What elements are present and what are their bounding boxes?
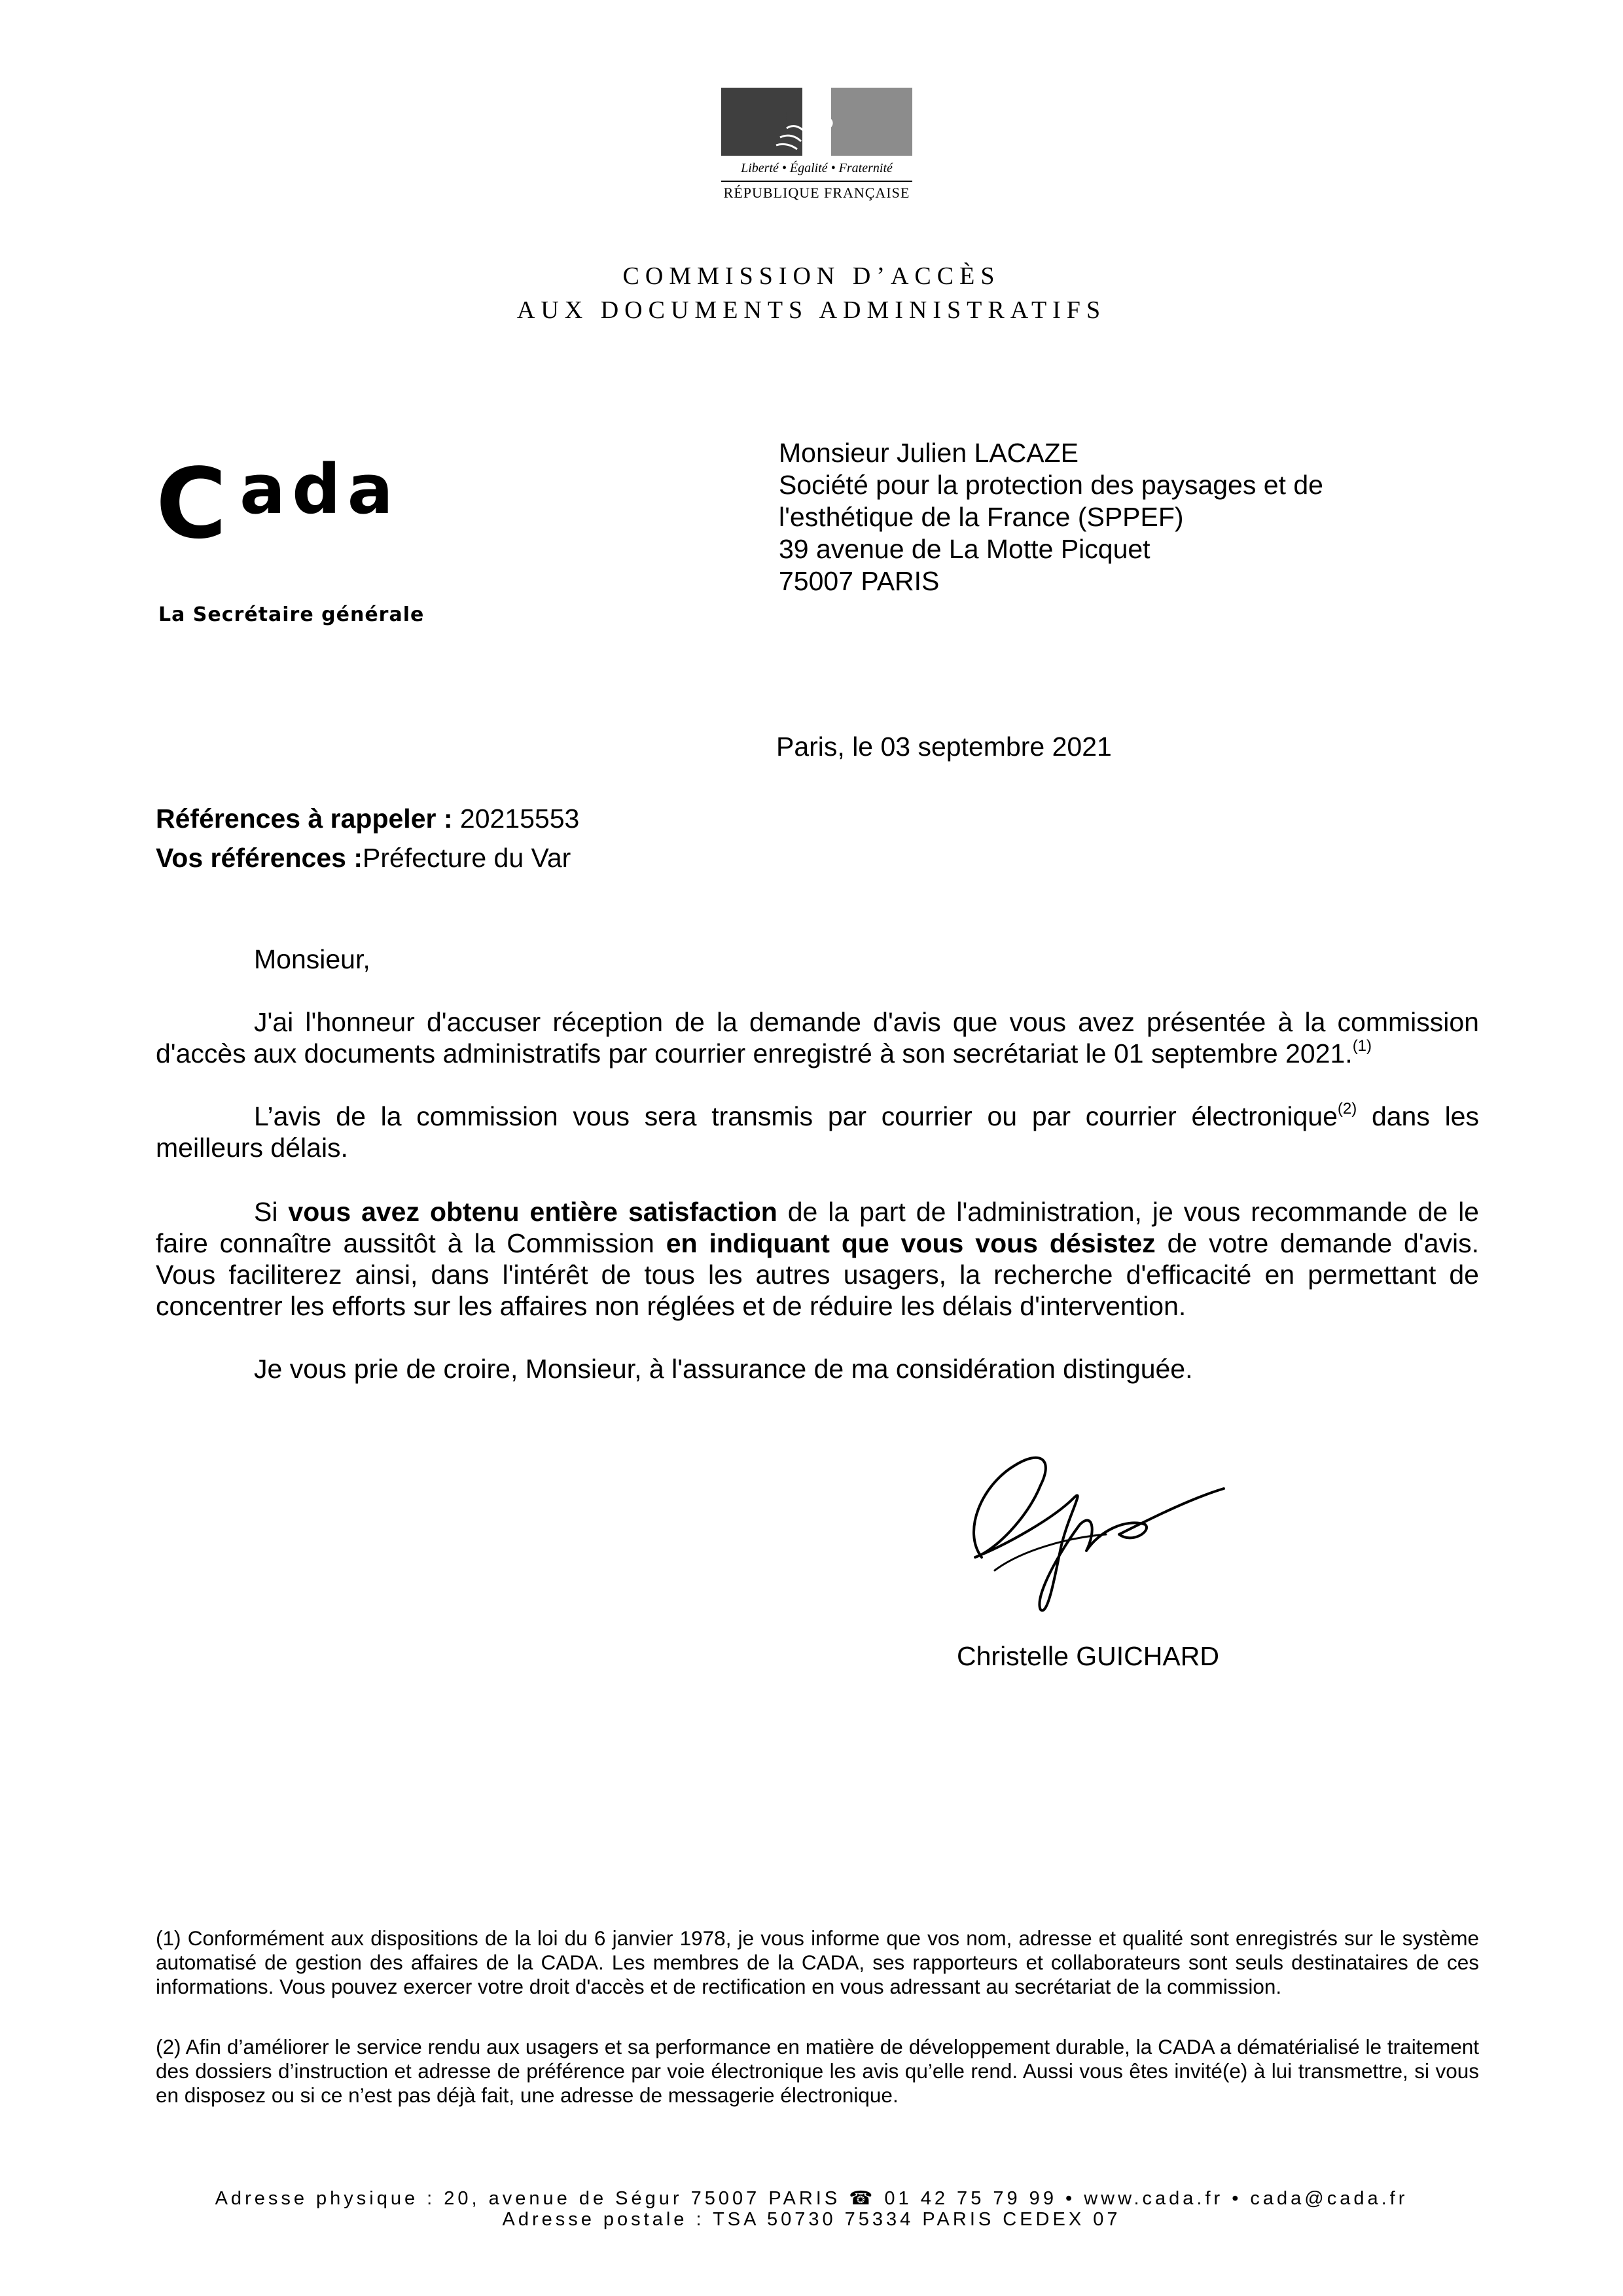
- letter-date: Paris, le 03 septembre 2021: [776, 732, 1112, 762]
- paragraph-3: [156, 1196, 1479, 1322]
- cada-logo: [156, 445, 431, 560]
- sender-title: La Secrétaire générale: [158, 603, 425, 626]
- footnote-ref-2: (2): [1337, 1100, 1357, 1118]
- signatory-name: Christelle GUICHARD: [957, 1641, 1219, 1671]
- recipient-line: Monsieur Julien LACAZE: [779, 438, 1079, 468]
- marianne-icon: [767, 88, 865, 156]
- paragraph-3-text-c: de votre demande d'avis. Vous faciliterez ainsi, dans l'intérêt de tous les autres usagers, la recherche d'efficacité en permettant de concentrer les efforts sur les affaires non réglées et de réduire les délais d'intervention.: [156, 1228, 1479, 1321]
- paragraph-2: [156, 1101, 1479, 1163]
- recipient-line: 75007 PARIS: [779, 566, 940, 596]
- paragraph-3-text-b: de la part de l'administration, je vous recommande de le faire connaître aussitôt à la Commission: [156, 1197, 1479, 1258]
- cada-logo-rest: ada: [240, 450, 400, 529]
- closing-paragraph: Je vous prie de croire, Monsieur, à l'assurance de ma considération distinguée.: [254, 1354, 1193, 1384]
- footer-address-physical: Adresse physique : 20, avenue de Ségur 75007 PARIS ☎ 01 42 75 79 99 • www.cada.fr • cada@cada.fr: [215, 2188, 1408, 2209]
- commission-title-line2: AUX DOCUMENTS ADMINISTRATIFS: [516, 296, 1107, 324]
- recipient-line: Société pour la protection des paysages et de: [779, 470, 1323, 500]
- paragraph-2-text-b: dans les meilleurs délais.: [156, 1101, 1479, 1163]
- paragraph-1-text: J'ai l'honneur d'accuser réception de la demande d'avis que vous avez présentée à la commission d'accès aux documents administratifs par courrier enregistré à son secrétariat le 01 septembre 2021.: [156, 1007, 1479, 1069]
- footnote-1: (1) Conformément aux dispositions de la loi du 6 janvier 1978, je vous informe que vos nom, adresse et qualité sont enregistrés sur le système automatisé de gestion des affaires de la CADA. Les membres de la CADA, ses rapporteurs et collaborateurs sont seuls destinataires de ces informations. Vous pouvez exercer votre droit d'accès et de rectification en vous adressant au secrétariat de la commission.: [156, 1926, 1479, 1998]
- republique-francaise-logo: [721, 88, 912, 208]
- logo-rule: [721, 181, 912, 182]
- logo-republique: RÉPUBLIQUE FRANÇAISE: [723, 185, 910, 201]
- footnote-ref-1: (1): [1352, 1037, 1372, 1055]
- footer-address-postal: Adresse postale : TSA 50730 75334 PARIS CEDEX 07: [502, 2209, 1121, 2230]
- paragraph-1: [156, 1006, 1479, 1069]
- paragraph-3-text-a: Si: [254, 1197, 289, 1227]
- reference-label: Références à rappeler :: [156, 804, 453, 834]
- logo-motto: Liberté • Égalité • Fraternité: [741, 161, 893, 175]
- vos-references-line: [156, 843, 571, 874]
- vos-references-label: Vos références :: [156, 843, 363, 873]
- footnote-2: (2) Afin d’améliorer le service rendu aux usagers et sa performance en matière de développement durable, la CADA a dématérialisé le traitement des dossiers d’instruction et adresse de préférence par voie électronique les avis qu’elle rend. Aussi vous êtes invité(e) à lui transmettre, si vous en disposez ou si ce n’est pas déjà fait, une adresse de messagerie électronique.: [156, 2035, 1479, 2107]
- vos-references-value: Préfecture du Var: [363, 843, 571, 873]
- recipient-line: l'esthétique de la France (SPPEF): [779, 502, 1184, 532]
- reference-value: 20215553: [459, 804, 580, 834]
- paragraph-3-bold-b: en indiquant que vous vous désistez: [666, 1228, 1156, 1258]
- paragraph-2-text-a: L’avis de la commission vous sera transmis par courrier ou par courrier électronique: [254, 1101, 1338, 1131]
- salutation: Monsieur,: [254, 944, 370, 974]
- paragraph-3-bold-a: vous avez obtenu entière satisfaction: [288, 1197, 777, 1227]
- handwritten-signature: [955, 1420, 1230, 1629]
- commission-title-line1: COMMISSION D’ACCÈS: [622, 262, 1001, 290]
- reference-line: [156, 804, 579, 834]
- recipient-address: [779, 437, 1323, 597]
- recipient-line: 39 avenue de La Motte Picquet: [779, 534, 1150, 564]
- cada-logo-c: C: [156, 448, 227, 560]
